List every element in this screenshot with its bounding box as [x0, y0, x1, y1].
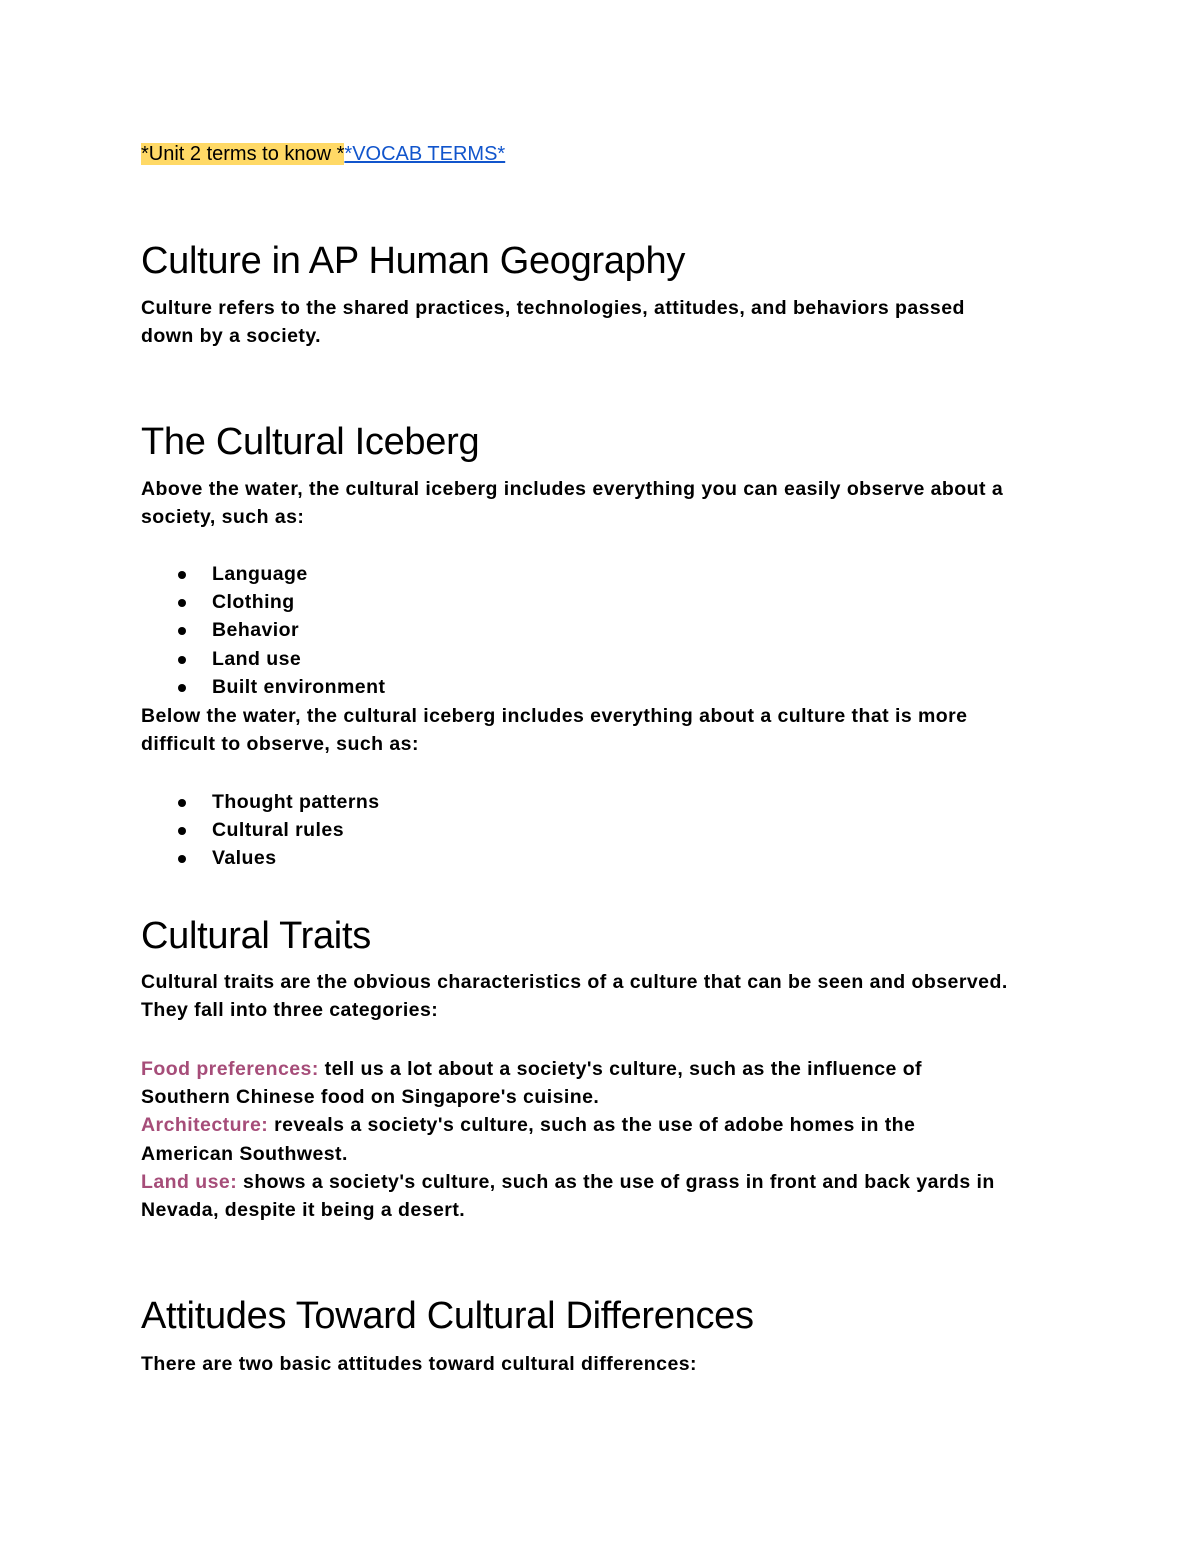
architecture-line2: American Southwest. [141, 1142, 348, 1165]
list-item [141, 673, 385, 701]
iceberg-below-line2: difficult to observe, such as: [141, 733, 419, 756]
bullet-icon [178, 799, 186, 807]
bullet-icon [178, 599, 186, 607]
food-term: Food preferences: [141, 1058, 319, 1080]
list-item [141, 560, 385, 588]
bullet-icon [178, 855, 186, 863]
bullet-icon [178, 684, 186, 692]
bullet-icon [178, 571, 186, 579]
culture-definition-line1: Culture refers to the shared practices, technologies, attitudes, and behaviors passed [141, 297, 965, 319]
list-item [141, 788, 380, 816]
food-line1: tell us a lot about a society's culture, such as the influence of [318, 1058, 922, 1080]
culture-definition-line2: down by a society. [141, 325, 322, 348]
bullet-icon [178, 627, 186, 635]
bullet-icon [178, 827, 186, 835]
iceberg-above-paragraph [141, 475, 1071, 531]
list-item [141, 645, 385, 673]
iceberg-above-line1: Above the water, the cultural iceberg includes everything you can easily observe about a [141, 478, 1004, 500]
iceberg-above-list [141, 560, 385, 701]
list-item-label: Built environment [212, 675, 386, 698]
list-item-label: Values [212, 847, 277, 870]
iceberg-below-list [141, 788, 380, 873]
culture-definition [141, 294, 1071, 350]
bullet-icon [178, 656, 186, 664]
traits-intro-line2: They fall into three categories: [141, 999, 439, 1022]
culture-heading: Culture in AP Human Geography [141, 240, 686, 282]
list-item [141, 616, 385, 644]
unit-header [141, 141, 505, 167]
architecture-term: Architecture: [141, 1114, 269, 1137]
land-use-line2: Nevada, despite it being a desert. [141, 1199, 466, 1222]
list-item-label: Clothing [212, 591, 295, 614]
list-item-label: Language [212, 563, 308, 585]
list-item [141, 816, 380, 844]
iceberg-below-line1: Below the water, the cultural iceberg includes everything about a culture that is more [141, 705, 968, 727]
traits-categories [141, 1055, 1071, 1224]
list-item-label: Thought patterns [212, 791, 380, 813]
attitudes-intro: There are two basic attitudes toward cultural differences: [141, 1353, 697, 1375]
land-use-line1: shows a society's culture, such as the use of grass in front and back yards in [237, 1170, 995, 1193]
attitudes-heading: Attitudes Toward Cultural Differences [141, 1295, 754, 1337]
iceberg-heading: The Cultural Iceberg [141, 421, 480, 463]
traits-intro-line1: Cultural traits are the obvious characteristics of a culture that can be seen and observed. [141, 971, 1008, 993]
architecture-line1: reveals a society's culture, such as the use of adobe homes in the [268, 1114, 916, 1137]
traits-heading: Cultural Traits [141, 915, 371, 957]
list-item-label: Land use [212, 647, 302, 670]
vocab-terms-link[interactable]: *VOCAB TERMS* [344, 143, 506, 165]
list-item [141, 588, 385, 616]
land-use-term: Land use: [141, 1170, 238, 1193]
iceberg-below-paragraph [141, 702, 1071, 758]
list-item [141, 844, 380, 872]
food-line2: Southern Chinese food on Singapore's cuisine. [141, 1086, 600, 1109]
iceberg-above-line2: society, such as: [141, 506, 305, 529]
list-item-label: Behavior [212, 619, 300, 642]
unit-highlight-text: *Unit 2 terms to know * [141, 143, 345, 165]
traits-intro-paragraph [141, 968, 1071, 1024]
list-item-label: Cultural rules [212, 819, 344, 842]
